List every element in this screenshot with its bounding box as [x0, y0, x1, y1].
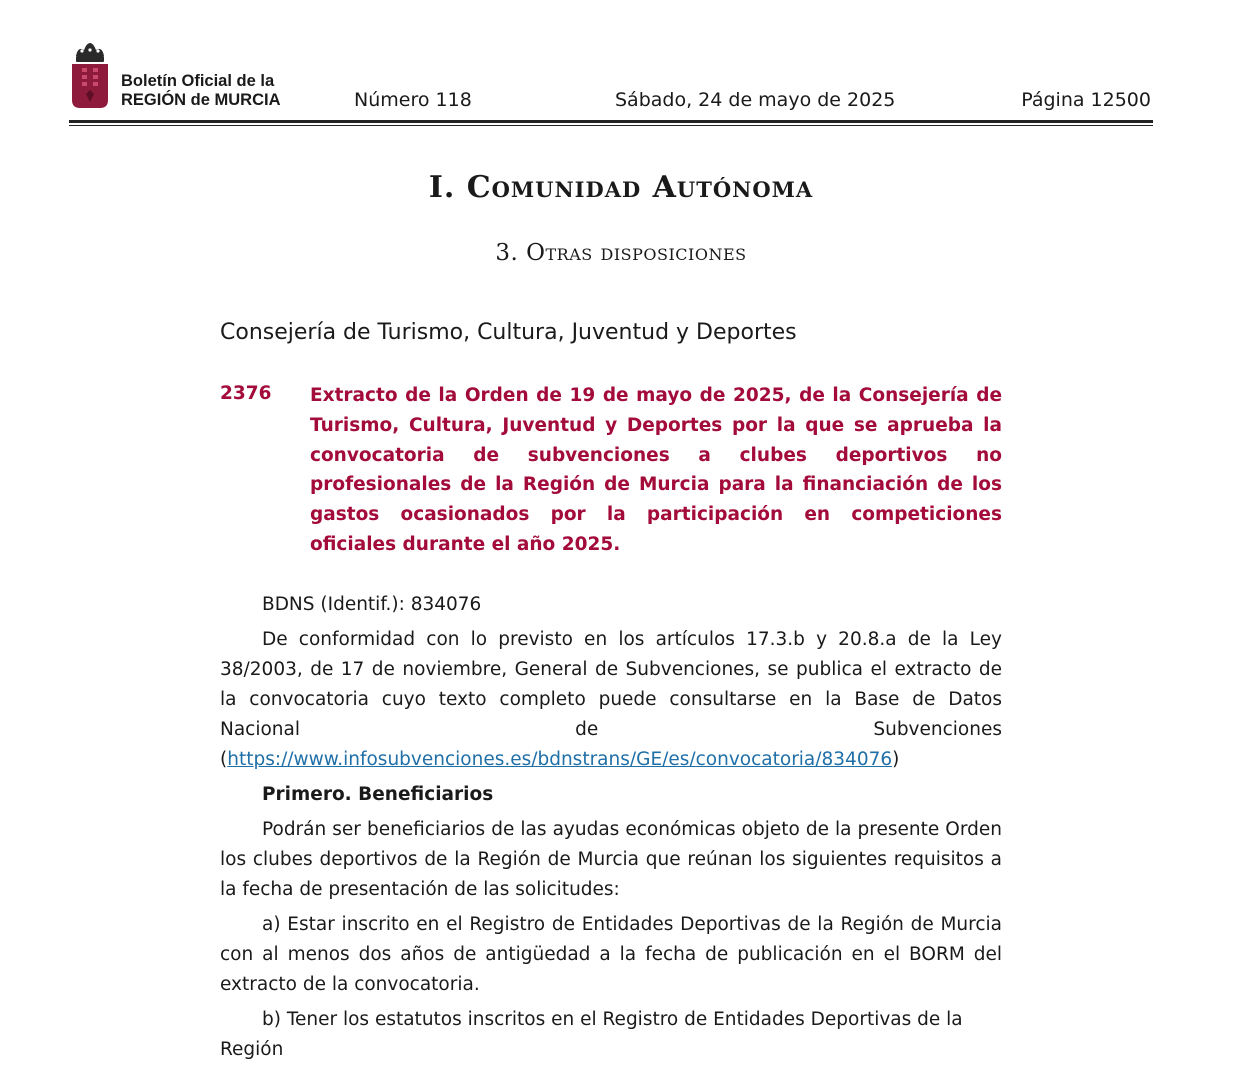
section-subtitle: 3. Otras disposiciones [495, 240, 747, 266]
issue-number: Número 118 [354, 89, 472, 111]
header-rule-thick [69, 120, 1153, 123]
paragraph-requisito-a: a) Estar inscrito en el Registro de Entidades Deportivas de la Región de Murcia con al menos dos años de antigüedad a la fecha de publicación en el BORM del extracto de la convocatoria. [220, 914, 1002, 995]
bdns-link[interactable]: https://www.infosubvenciones.es/bdnstrans/GE/es/convocatoria/834076 [227, 749, 893, 770]
region-murcia-crest-icon [70, 42, 110, 110]
announcement-title: Extracto de la Orden de 19 de mayo de 2025, de la Consejería de Turismo, Cultura, Juventud y Deportes por la que se aprueba la convocatoria de subvenciones a clubes deportivos no profesionales de la Región de Murcia para la financiación de los gastos ocasionados por la participación en competiciones oficiales durante el año 2025. [310, 385, 1002, 555]
paragraph-requisito-b: b) Tener los estatutos inscritos en el Registro de Entidades Deportivas de la Región [220, 1009, 963, 1060]
brand-line-2: REGIÓN de MURCIA [121, 91, 281, 109]
heading-beneficiarios: Primero. Beneficiarios [262, 784, 494, 805]
brand-name [121, 72, 281, 110]
paragraph-beneficiarios: Podrán ser beneficiarios de las ayudas económicas objeto de la presente Orden los clubes deportivos de la Región de Murcia que reúnan los siguientes requisitos a la fecha de presentación de las solicitudes: [220, 819, 1002, 900]
section-title: I. Comunidad Autónoma [428, 170, 814, 205]
announcement-number: 2376 [220, 383, 272, 404]
page-number: Página 12500 [1021, 89, 1151, 111]
paragraph-conformidad [220, 625, 1002, 775]
page-header [0, 0, 1242, 130]
brand-line-1: Boletín Oficial de la [121, 72, 275, 90]
department-name: Consejería de Turismo, Cultura, Juventud y Deportes [220, 320, 797, 345]
header-rule-thin [69, 125, 1153, 126]
bdns-identifier: BDNS (Identif.): 834076 [262, 594, 482, 615]
paragraph-close: ) [892, 749, 900, 770]
issue-date: Sábado, 24 de mayo de 2025 [615, 89, 896, 111]
paragraph-text: De conformidad con lo previsto en los artículos 17.3.b y 20.8.a de la Ley 38/2003, de 17 de noviembre, General de Subvenciones, se publica el extracto de la convocatoria cuyo texto completo puede consultarse en la Base de Datos Nacional de Subvenciones ( [220, 629, 1002, 770]
